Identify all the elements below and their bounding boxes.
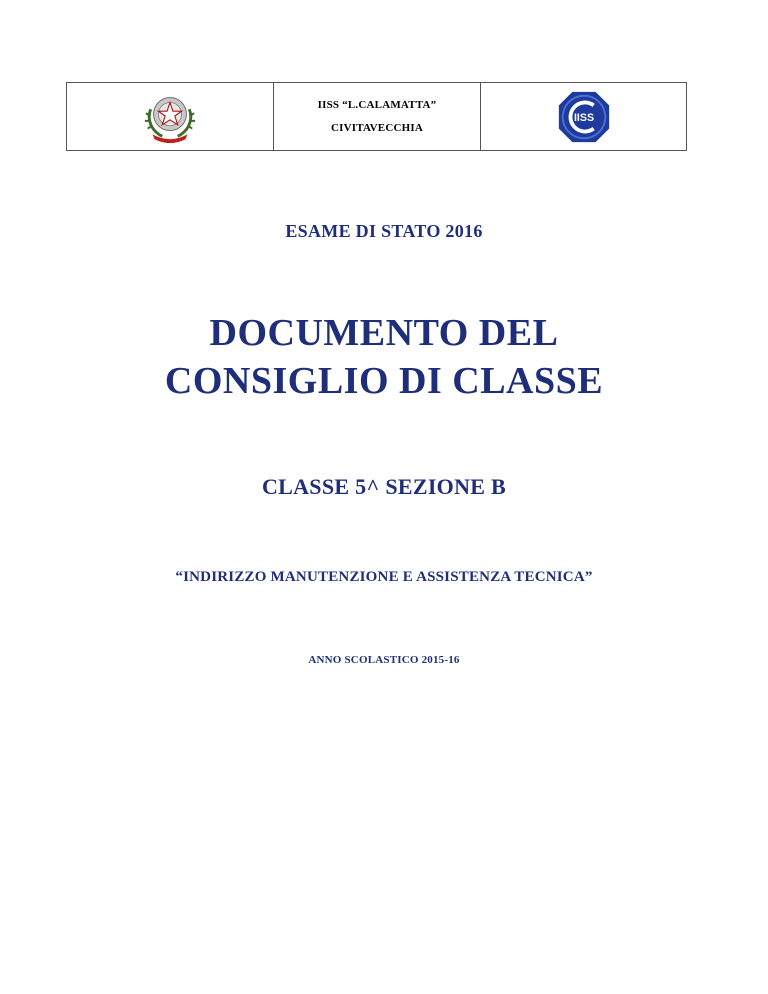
iiss-logo-icon [555,88,613,146]
indirizzo-line: “INDIRIZZO MANUTENZIONE E ASSISTENZA TECNICA” [175,569,593,585]
school-cell [274,83,481,150]
logo-cell [481,83,686,150]
school-year: ANNO SCOLASTICO 2015-16 [308,654,460,666]
header-table [66,82,687,151]
document-title-line-2: CONSIGLIO DI CLASSE [164,360,604,402]
document-title-line-1: DOCUMENTO DEL [209,312,559,354]
school-city: CIVITAVECCHIA [330,121,424,134]
document-title [0,309,768,405]
class-section: CLASSE 5^ SEZIONE B [261,474,507,499]
emblem-cell [67,83,274,150]
italian-republic-emblem-icon [141,88,199,146]
exam-title: ESAME DI STATO 2016 [285,221,483,241]
logo-text: IISS [573,111,594,124]
school-name: IISS “L.CALAMATTA” [317,98,437,111]
